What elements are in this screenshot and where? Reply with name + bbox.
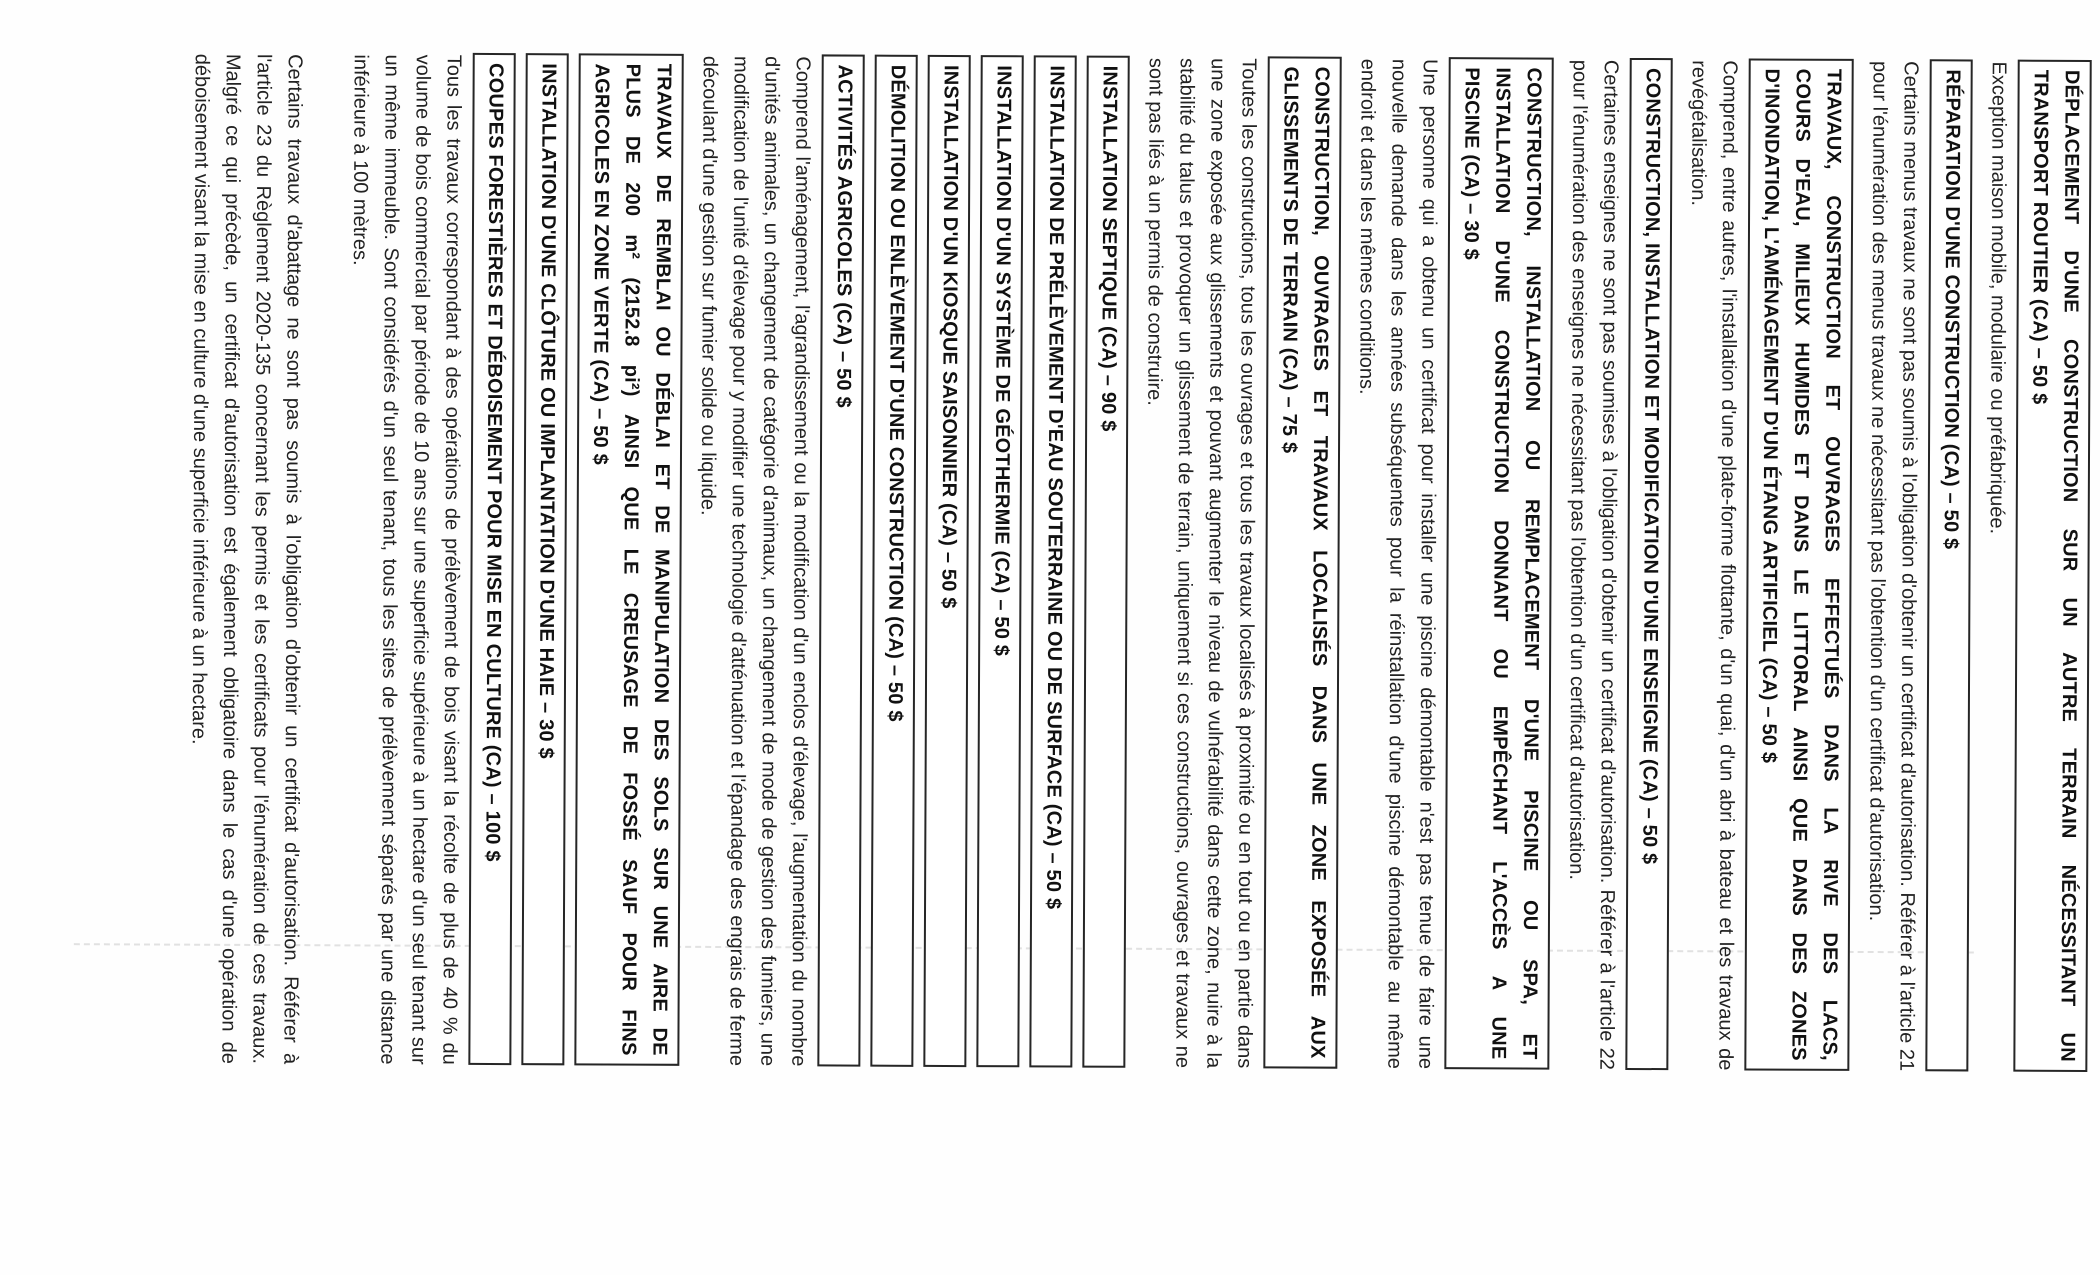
- section-heading-box: RÉPARATION D'UNE CONSTRUCTION (CA) – 50 $: [1925, 59, 1972, 1071]
- fee-section-coupes-forestieres: [340, 52, 515, 1065]
- section-heading-box: INSTALLATION SEPTIQUE (CA) – 90 $: [1082, 56, 1129, 1068]
- fee-section-reparation-construction: [1859, 59, 1972, 1071]
- section-body-text: Comprend, entre autres, l'installation d'une plate-forme flottante, d'un quai, d'un abri à bateau et les travaux de revégétalisation.: [1687, 60, 1741, 1071]
- fee-section-geothermie: [976, 55, 1023, 1067]
- section-heading-box: INSTALLATION D'UN SYSTÈME DE GÉOTHERMIE (CA) – 50 $: [976, 55, 1023, 1067]
- fee-section-prelevement-eau: [1029, 55, 1076, 1067]
- section-heading-box: CONSTRUCTION, OUVRAGES ET TRAVAUX LOCALISÉS DANS UNE ZONE EXPOSÉE AUX GLISSEMENTS DE TERRAIN (CA) – 75 $: [1263, 56, 1341, 1068]
- section-heading-box: TRAVAUX DE REMBLAI OU DÉBLAI ET DE MANIPULATION DES SOLS SUR UNE AIRE DE PLUS DE 200 m² (2152.8 pi²) AINSI QUE LE CREUSAGE DE FOSSÉ SAUF POUR FINS AGRICOLES EN ZONE VERTE (CA) – 50 $: [574, 53, 683, 1065]
- fee-section-kiosque-saisonnier: [923, 55, 970, 1067]
- section-body-text: Certaines enseignes ne sont pas soumises à l'obligation d'obtenir un certificat d'autorisation. Référer à l'article 22 pour l'énumération des enseignes ne nécessitant pas l'obtention d'un certificat d'autorisation.: [1565, 59, 1622, 1070]
- footnote-paragraph: Certains travaux d'abattage ne sont pas soumis à l'obligation d'obtenir un certificat d'autorisation. Référer à l'article 23 du Règlement 2020-135 concernant les permis et les certificats pour l'énumération de ces travaux. Malgré ce qui précède, un certificat d'autorisation est également obligatoire dans le cas d'une opération de déboisement visant la mise en culture d'une superficie inférieure à un hectare.: [187, 53, 306, 1065]
- section-body-text: Tous les travaux correspondant à des opérations de prélèvement de bois visant la récolte de plus de 40 % du volume de bois commercial par période de 10 ans sur une superficie supérieure à un hectare d'un seul tenant sur un même immeuble. Sont considérés d'un seul tenant, tous les sites de prélèvement séparés par une distance inférieure à 100 mètres.: [348, 54, 465, 1065]
- section-body-text: Exception maison mobile, modulaire ou préfabriquée.: [1985, 61, 2010, 535]
- section-heading-box: INSTALLATION DE PRÉLÈVEMENT D'EAU SOUTERRAINE OU DE SURFACE (CA) – 50 $: [1029, 55, 1076, 1067]
- fee-section-deplacement-construction: [1978, 59, 2091, 1071]
- section-heading-box: TRAVAUX, CONSTRUCTION ET OUVRAGES EFFECTUÉS DANS LA RIVE DES LACS, COURS D'EAU, MILIEUX HUMIDES ET DANS LE LITTORAL AINSI QUE DANS DES ZONES D'INONDATION, L'AMÉNAGEMENT D'UN ÉTANG ARTIFICIEL (CA) – 50 $: [1744, 58, 1853, 1070]
- fee-section-activites-agricoles: [689, 54, 864, 1067]
- section-body-text: Comprend l'aménagement, l'agrandissement ou la modification d'un enclos d'élevage, l'augmentation du nombre d'unités animales, un changement de catégorie d'animaux, un changement de mode de gestion des fumiers, une modification de l'unité d'élevage pour y modifier une technologie d'atténuation et l'épandage des engrais de ferme découlant d'une gestion sur fumier solide ou liquide.: [696, 55, 814, 1067]
- fee-section-travaux-rive-littoral: [1678, 58, 1853, 1071]
- section-heading-box: COUPES FORESTIÈRES ET DÉBOISEMENT POUR MISE EN CULTURE (CA) – 100 $: [468, 53, 515, 1065]
- section-body-text: Une personne qui a obtenu un certificat pour installer une piscine démontable n'est pas tenue de faire une nouvelle demande dans les années subséquentes pour la réinstallation d'une piscine démontable au même endroit et dans les mêmes conditions.: [1355, 58, 1441, 1070]
- fee-section-demolition: [870, 55, 917, 1067]
- fee-section-glissements-terrain: [1135, 56, 1341, 1069]
- section-heading-box: CONSTRUCTION, INSTALLATION OU REMPLACEMENT D'UNE PISCINE OU SPA, ET INSTALLATION D'UNE CONSTRUCTION DONNANT OU EMPÊCHANT L'ACCÈS A UNE PISCINE (CA) – 30 $: [1444, 57, 1553, 1069]
- section-heading-box: ACTIVITÉS AGRICOLES (CA) – 50 $: [817, 54, 864, 1066]
- fee-section-cloture-haie: [521, 53, 568, 1065]
- section-heading-box: DÉPLACEMENT D'UNE CONSTRUCTION SUR UN AUTRE TERRAIN NÉCESSITANT UN TRANSPORT ROUTIER (CA) – 50 $: [2013, 60, 2091, 1072]
- fee-section-remblai-deblai: [574, 53, 683, 1065]
- section-heading-box: INSTALLATION D'UN KIOSQUE SAISONNIER (CA) – 50 $: [923, 55, 970, 1067]
- section-body-text: Certains menus travaux ne sont pas soumis à l'obligation d'obtenir un certificat d'autorisation. Référer à l'article 21 pour l'énumération des menus travaux ne nécessitant pas l'obtention d'un certificat d'autorisation.: [1864, 61, 1922, 1072]
- section-body-text: Toutes les constructions, tous les ouvrages et tous les travaux localisés à proximité ou en tout ou en partie dans une zone exposée aux glissements et pouvant augmenter le niveau de vulnérabilité dans cette zone, nuire à la stabilité du talus et provoquer un glissement de terrain, uniquement si ces constructions, ouvrages et travaux ne sont pas liés à un permis de construire.: [1143, 57, 1260, 1069]
- fee-section-piscine-spa: [1347, 57, 1553, 1070]
- fee-section-enseigne: [1559, 58, 1672, 1070]
- section-heading-box: CONSTRUCTION, INSTALLATION ET MODIFICATION D'UNE ENSEIGNE (CA) – 50 $: [1625, 58, 1672, 1070]
- section-heading-box: DÉMOLITION OU ENLÈVEMENT D'UNE CONSTRUCTION (CA) – 50 $: [870, 55, 917, 1067]
- section-heading-box: INSTALLATION D'UNE CLÔTURE OU IMPLANTATION D'UNE HAIE – 30 $: [521, 53, 568, 1065]
- fee-schedule-content: [181, 52, 2091, 1072]
- fee-section-installation-septique: [1082, 56, 1129, 1068]
